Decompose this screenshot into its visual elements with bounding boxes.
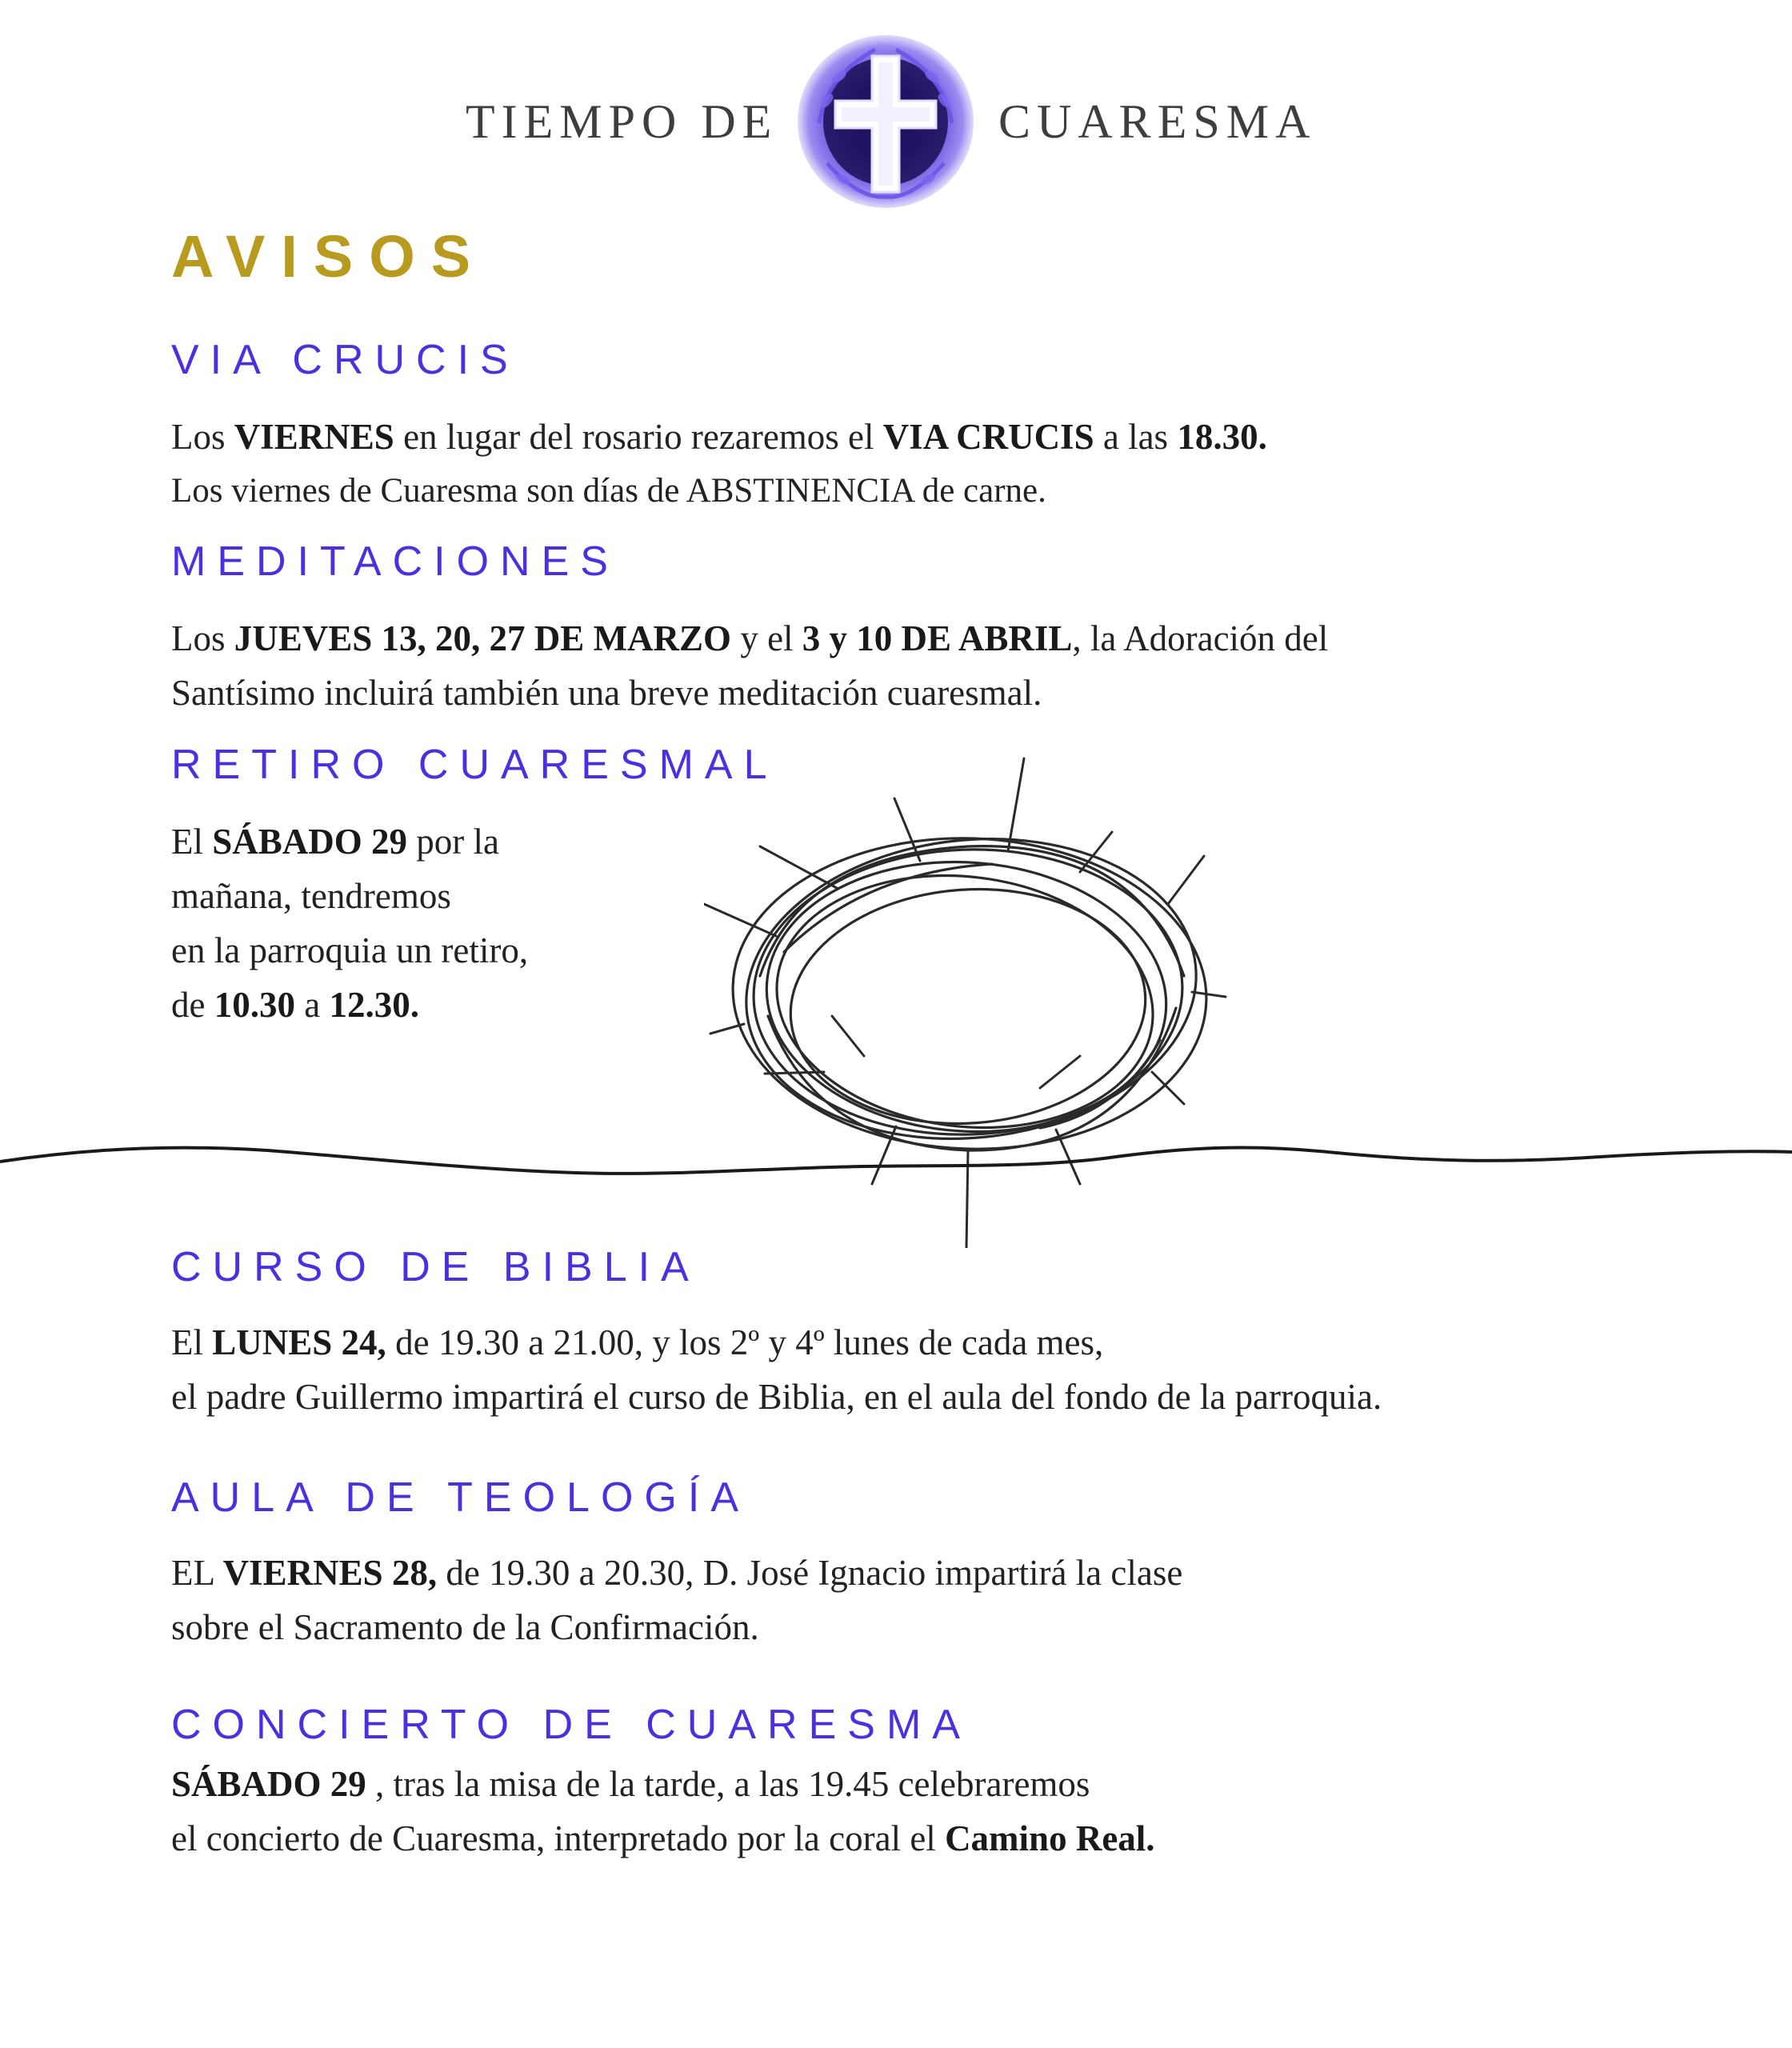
section-title-teologia: AULA DE TEOLOGÍA <box>171 1474 750 1521</box>
biblia-line-2: el padre Guillermo impartirá el curso de Biblia, en el aula del fondo de la parroquia. <box>171 1377 1382 1417</box>
concierto-line-1: SÁBADO 29 , tras la misa de la tarde, a las 19.45 celebraremos <box>171 1764 1090 1804</box>
page-title: AVISOS <box>171 223 487 290</box>
purple-cross-emblem-icon <box>795 27 976 210</box>
biblia-line-1: El LUNES 24, de 19.30 a 21.00, y los 2º y 4º lunes de cada mes, <box>171 1322 1104 1362</box>
meditaciones-line-2: Santísimo incluirá también una breve meditación cuaresmal. <box>171 673 1042 713</box>
retiro-line-4: de 10.30 a 12.30. <box>171 985 419 1025</box>
teologia-line-1: EL VIERNES 28, de 19.30 a 20.30, D. José Ignacio impartirá la clase <box>171 1553 1183 1593</box>
section-title-biblia: CURSO DE BIBLIA <box>171 1244 700 1290</box>
masthead-title-left: TIEMPO DE <box>466 95 778 148</box>
concierto-line-2: el concierto de Cuaresma, interpretado por la coral el Camino Real. <box>171 1818 1155 1858</box>
retiro-line-2: mañana, tendremos <box>171 876 451 916</box>
teologia-line-2: sobre el Sacramento de la Confirmación. <box>171 1607 759 1647</box>
meditaciones-line-1: Los JUEVES 13, 20, 27 DE MARZO y el 3 y 10 DE ABRIL, la Adoración del <box>171 618 1329 658</box>
retiro-line-3: en la parroquia un retiro, <box>171 930 529 970</box>
section-title-retiro: RETIRO CUARESMAL <box>171 742 778 788</box>
section-title-via-crucis: VIA CRUCIS <box>171 337 519 383</box>
section-title-concierto: CONCIERTO DE CUARESMA <box>171 1702 971 1748</box>
retiro-line-1: El SÁBADO 29 por la <box>171 822 500 862</box>
via-crucis-line-1: Los VIERNES en lugar del rosario rezaremos el VIA CRUCIS a las 18.30. <box>171 417 1267 457</box>
wave-line-divider-icon <box>0 1120 1792 1216</box>
via-crucis-line-2: Los viernes de Cuaresma son días de ABSTINENCIA de carne. <box>171 472 1046 510</box>
section-title-meditaciones: MEDITACIONES <box>171 538 619 585</box>
masthead-title-right: CUARESMA <box>998 95 1317 148</box>
